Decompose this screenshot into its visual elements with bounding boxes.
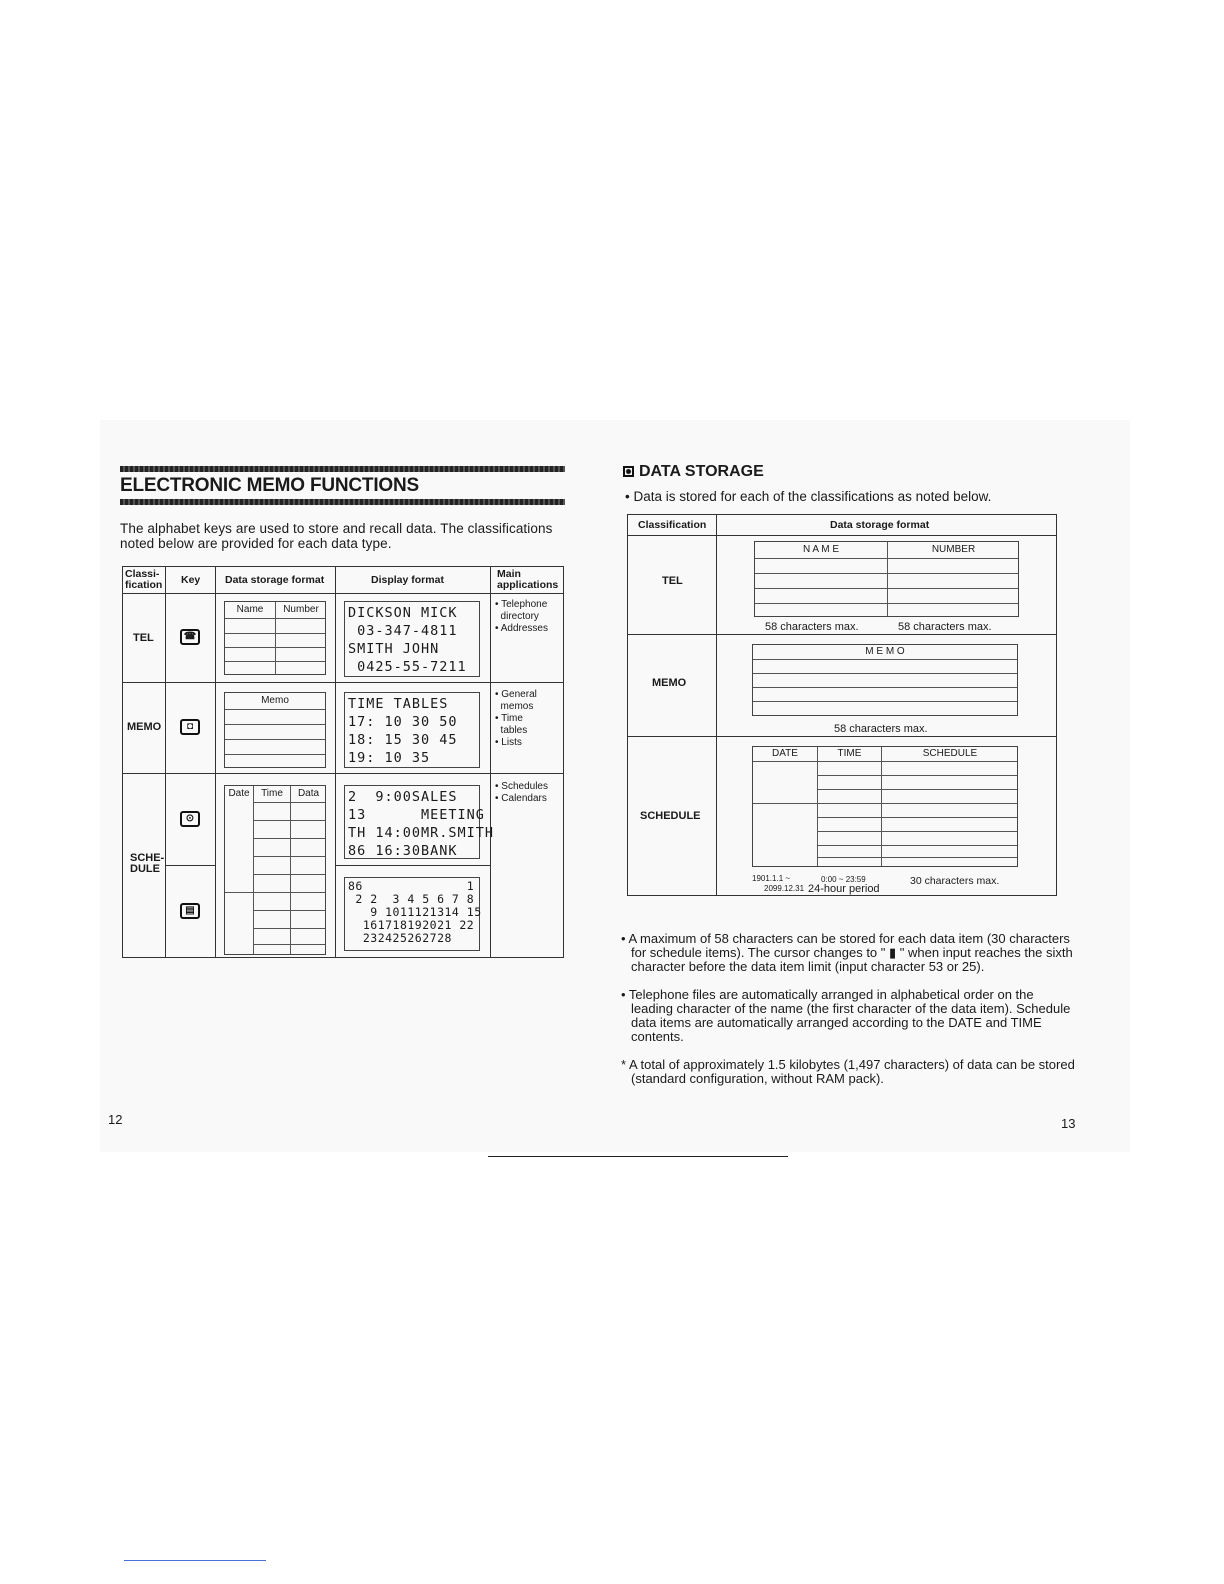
class-schedule: SCHE-DULE bbox=[130, 852, 165, 875]
class-tel: TEL bbox=[133, 632, 154, 644]
display-line: 2 9:00SALES bbox=[348, 789, 458, 805]
bullet-character-limit: • A maximum of 58 characters can be stored for each data item (30 characters for schedule items). The cursor changes to " ▮ " when input reaches the sixth character before the data item limit (input character 53 or 25). bbox=[621, 931, 1073, 974]
display-line: 03-347-4811 bbox=[348, 623, 458, 639]
display-line: TH 14:00MR.SMITH bbox=[348, 825, 495, 841]
tel-name-limit: 58 characters max. bbox=[765, 621, 859, 633]
page-number-right: 13 bbox=[1061, 1116, 1076, 1131]
col-divider bbox=[490, 567, 491, 957]
display-line: 2 2 3 4 5 6 7 8 bbox=[348, 892, 475, 906]
page-number-left: 12 bbox=[108, 1112, 123, 1127]
tel-number-limit: 58 characters max. bbox=[898, 621, 992, 633]
classification-table bbox=[122, 566, 564, 958]
right-subtitle: • Data is stored for each of the classifications as noted below. bbox=[625, 489, 992, 504]
header-storage: Data storage format bbox=[830, 519, 930, 531]
display-line: 86 1 bbox=[348, 879, 475, 893]
scan-edge-line bbox=[124, 1560, 266, 1561]
app-item: tables bbox=[495, 725, 528, 736]
schedule-format-grid bbox=[752, 746, 1018, 867]
title-rule-top bbox=[120, 466, 565, 472]
app-item: memos bbox=[495, 701, 534, 712]
time-period: 24-hour period bbox=[808, 883, 880, 895]
header-classification: Classification bbox=[638, 519, 707, 531]
class-schedule: SCHEDULE bbox=[640, 810, 701, 822]
memo-limit: 58 characters max. bbox=[834, 723, 928, 735]
app-item: • Time bbox=[495, 713, 523, 724]
display-line: 86 16:30BANK bbox=[348, 843, 458, 859]
display-line: 17: 10 30 50 bbox=[348, 714, 458, 730]
scan-binding-line bbox=[488, 1156, 788, 1157]
tel-apps bbox=[495, 599, 548, 635]
tel-key-icon: ☎ bbox=[180, 629, 200, 645]
display-line: 0425-55-7211 bbox=[348, 659, 467, 675]
col-divider bbox=[165, 567, 166, 957]
date-range-end: 2099.12.31 bbox=[764, 884, 805, 893]
schedule-col-time: TIME bbox=[837, 748, 862, 759]
display-line: DICKSON MICK bbox=[348, 605, 458, 621]
schedule-apps bbox=[495, 781, 548, 805]
display-line: 232425262728 bbox=[348, 931, 452, 945]
col-divider bbox=[335, 567, 336, 957]
app-item: • Calendars bbox=[495, 793, 547, 804]
title-rule-bottom bbox=[120, 499, 565, 505]
calendar-display-sample bbox=[344, 877, 480, 951]
app-item: directory bbox=[495, 611, 539, 622]
row-divider bbox=[123, 773, 563, 774]
header-storage: Data storage format bbox=[225, 574, 325, 586]
tel-col-name: Name bbox=[236, 604, 264, 615]
class-memo: MEMO bbox=[652, 677, 687, 689]
memo-col-memo: Memo bbox=[261, 695, 289, 706]
page-title: ELECTRONIC MEMO FUNCTIONS bbox=[120, 475, 419, 496]
header-display: Display format bbox=[371, 574, 444, 586]
header-key: Key bbox=[181, 574, 201, 586]
header-divider bbox=[628, 535, 1056, 536]
display-line: 18: 15 30 45 bbox=[348, 732, 458, 748]
date-range-start: 1901.1.1 ~ bbox=[752, 874, 791, 883]
display-line: 161718192021 22 bbox=[348, 918, 475, 932]
display-line: TIME TABLES bbox=[348, 696, 449, 712]
schedule-col-time: Time bbox=[261, 788, 283, 799]
schedule-limit: 30 characters max. bbox=[910, 875, 1000, 887]
bullet-sort-order: • Telephone files are automatically arranged in alphabetical order on the leading character of the name (the first character of the data item). Schedule data items are automatically arranged according to the DATE and TIME contents. bbox=[621, 987, 1071, 1044]
tel-col-number: Number bbox=[283, 604, 319, 615]
app-item: • Lists bbox=[495, 737, 522, 748]
intro-paragraph: The alphabet keys are used to store and recall data. The classifications noted below are provided for each data type. bbox=[120, 521, 553, 551]
app-item: • Schedules bbox=[495, 781, 548, 792]
tel-display-sample bbox=[344, 601, 480, 677]
time-range: 0:00 ~ 23:59 bbox=[821, 875, 866, 884]
class-memo: MEMO bbox=[127, 721, 162, 733]
schedule-col-date: DATE bbox=[772, 748, 798, 759]
tel-format-grid bbox=[754, 541, 1019, 617]
schedule-col-data: Data bbox=[297, 788, 320, 799]
header-apps: Main applications bbox=[497, 568, 559, 591]
row-divider bbox=[628, 634, 1056, 635]
storage-format-table bbox=[627, 514, 1057, 896]
schedule-key-icon: ⊙ bbox=[180, 811, 200, 827]
app-item: • Telephone bbox=[495, 599, 548, 610]
row-divider bbox=[628, 736, 1056, 737]
display-line: 13 MEETING bbox=[348, 807, 485, 823]
tel-col-number: NUMBER bbox=[931, 544, 976, 555]
memo-format-grid bbox=[752, 644, 1018, 716]
display-line: 19: 10 35 bbox=[348, 750, 431, 766]
display-line: SMITH JOHN bbox=[348, 641, 440, 657]
schedule-storage-grid bbox=[224, 785, 326, 955]
memo-key-icon: ◘ bbox=[180, 719, 200, 735]
footnote-capacity: * A total of approximately 1.5 kilobytes (1,497 characters) of data can be stored (standard configuration, without RAM pack). bbox=[621, 1057, 1075, 1086]
display-line: 9 1011121314 15 bbox=[348, 905, 482, 919]
tel-storage-grid bbox=[224, 601, 326, 675]
section-bullet-icon bbox=[623, 466, 634, 477]
schedule-col-date: Date bbox=[228, 788, 250, 799]
memo-storage-grid bbox=[224, 692, 326, 768]
schedule-col-schedule: SCHEDULE bbox=[922, 748, 978, 759]
col-divider bbox=[716, 515, 717, 895]
header-classification: Classi-fication bbox=[125, 568, 163, 591]
memo-col-memo: M E M O bbox=[865, 646, 905, 657]
memo-apps bbox=[495, 689, 537, 749]
row-divider bbox=[123, 682, 563, 683]
class-tel: TEL bbox=[662, 575, 683, 587]
memo-display-sample bbox=[344, 692, 480, 768]
display-divider bbox=[335, 865, 490, 866]
schedule-display-sample bbox=[344, 785, 495, 859]
header-divider bbox=[123, 593, 563, 594]
calendar-key-icon: ▤ bbox=[180, 903, 200, 919]
heading-text: DATA STORAGE bbox=[639, 463, 764, 480]
col-divider bbox=[215, 567, 216, 957]
tel-col-name: N A M E bbox=[802, 544, 840, 555]
right-heading bbox=[623, 463, 764, 481]
app-item: • General bbox=[495, 689, 537, 700]
section-title-bar bbox=[120, 466, 565, 506]
key-divider bbox=[165, 865, 215, 866]
app-item: • Addresses bbox=[495, 623, 548, 634]
